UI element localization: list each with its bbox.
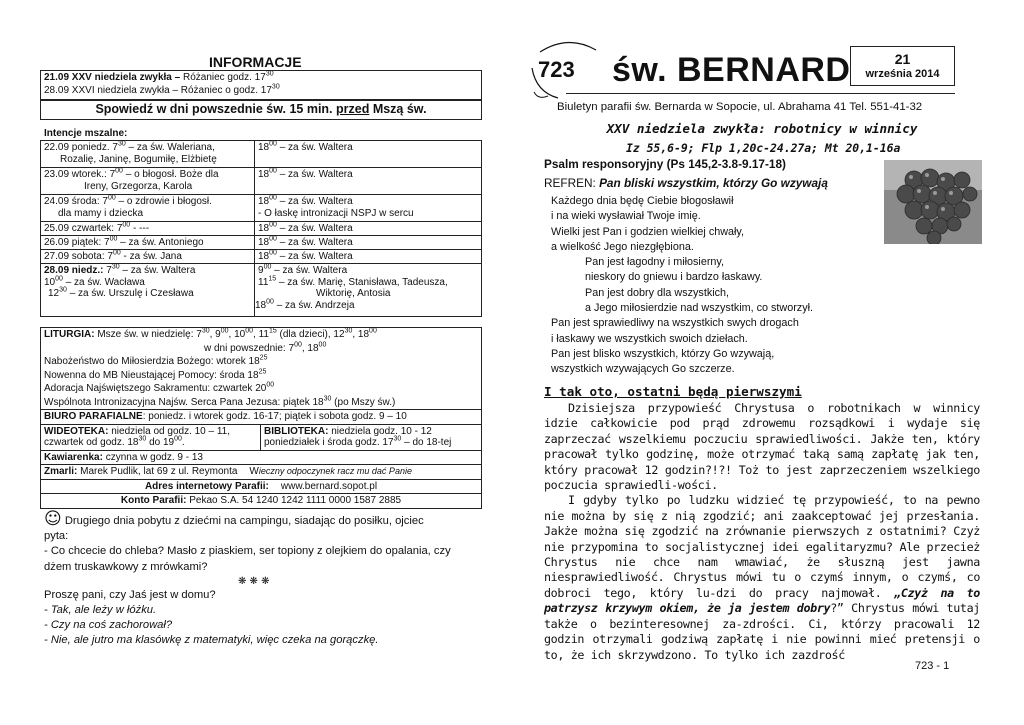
date-month: września 2014	[865, 68, 940, 80]
sunday-line-1: 21.09 XXV niedziela zwykła – Różaniec godz. $17^{30}$	[44, 70, 274, 83]
date-box	[850, 46, 955, 86]
liturgia-weekday: w dni powszednie: $7^{00}$, $18^{00}$	[204, 341, 327, 354]
kawiarenka-line: Kawiarenka: czynna w godz. 9 - 13	[41, 450, 481, 465]
liturgia-line: Wspólnota Intronizacyjna Najśw. Serca Pana Jezusa: piątek $18^{30}$ (po Mszy św.)	[44, 395, 396, 408]
liturgia-box	[40, 327, 482, 509]
liturgia-line: Nabożeństwo do Miłosierdzia Bożego: wtorek $18^{25}$	[44, 354, 268, 367]
date-day: 21	[894, 51, 911, 67]
header-rule	[566, 93, 955, 94]
article-body	[544, 401, 980, 663]
confession-box: Spowiedź w dni powszednie św. 15 min. przed Mszą św.	[40, 100, 482, 120]
refren: REFREN: Pan bliski wszystkim, którzy Go wzywają	[544, 176, 828, 190]
sunday-line-2: 28.09 XXVI niedziela zwykła – Różaniec o godz. $17^{30}$	[44, 83, 280, 96]
table-row: 24.09 środa: $7^{00}$ – o zdrowie i błogosł. dla mamy i dziecka $18^{00}$ – za św. Waltera - O łaskę intronizacji NSPJ w sercu	[41, 195, 481, 222]
bulletin-title: św. BERNARD	[612, 51, 851, 89]
grapes-icon	[884, 160, 982, 244]
intentions-table	[40, 140, 482, 317]
smiley-icon: ☺	[44, 509, 62, 529]
article-paragraph-1: Dzisiejsza przypowieść Chrystusa o robotnikach w winnicy idzie całkowicie pod prąd zdrowemu rozsądkowi i wydaje się zaprzeczać wszelkiemu poczuciu sprawiedliwości. Jakże ten, który pracował tylko godzinę, może otrzymać taką samą zapłatę jak ten, który pracował 12 godzin?!?! Toż to jest zaprzeczeniem wszelkiego poczucia sprawiedli-wości.	[544, 401, 980, 493]
joke-section: ☺ Drugiego dnia pobytu z dziećmi na campingu, siadając do posiłku, ojciec pyta: - Co chcecie do chleba? Masło z piaskiem, ser topiony z olejkiem do opalania, czy dżem truskawkowy z mrówkami? ❋ ❋ ❋ Proszę pani, czy Jaś jest w domu? - Tak, ale leży w łóżku. - Czy na coś zachorował? - Nie, ale jutro ma klasówkę z matematyki, więc czeka na gorączkę.	[44, 512, 486, 649]
issue-number: 723	[538, 57, 575, 82]
table-row: 23.09 wtorek.: $7^{00}$ – o błogosł. Boże dla Ireny, Grzegorza, Karola $18^{00}$ – za św. Waltera	[41, 168, 481, 195]
table-row: 25.09 czwartek: $7^{00}$ - --- $18^{00}$ – za św. Waltera	[41, 222, 481, 236]
psalm-text: Każdego dnia będę Ciebie błogosławił i na wieki wysławiał Twoje imię. Wielki jest Pan i godzien wielkiej chwały, a wielkość Jego niezgłębiona. Pan jest łagodny i miłosierny, nieskory do gniewu i bardzo łaskawy. Pan jest dobry dla wszystkich, a Jego miłosierdzie nad wszystkim, co stworzył. Pan jest sprawiedliwy na wszystkich swych drogach i łaskawy we wszystkich swoich dziełach. Pan jest blisko wszystkich, którzy Go wzywają, wszystkich wzywających Go szczerze.	[551, 195, 814, 376]
sunday-title: XXV niedziela zwykła: robotnicy w winnicy	[606, 121, 918, 136]
biuro-line: BIURO PARAFIALNE: poniedz. i wtorek godz. 16-17; piątek i sobota godz. 9 – 10	[41, 409, 481, 424]
article-paragraph-2: I gdyby tylko po ludzku widzieć tę przypowieść, to na pewno nie można by się z nią zgodzić; ani zaakceptować jej przesłania. Jakże można się zgodzić na zrównanie pierwszych z ostatnimi? Czyż nie przypomina to socjalistycznej idei egalitaryzmu? Ale przecież Chrystus nie chce nam wmawiać, że słuszną jest jawna niesprawiedliwość. Chrystus mówi tu o czymś innym, o czymś, co dobroci tego, który lu-dzi do pracy najmował. „Czyż na to patrzysz krzywym okiem, że ja jestem dobry?” Chrystus mówi tutaj także o bezinteresownej za-zdrości. Ci, którzy pracowali 12 godzin otrzymali godziwą zapłatę i nie powinni mieć pretensji o to, że ich skrzywdzono. To tylko ich zazdrość	[544, 493, 980, 662]
wideo-biblio-row: WIDEOTEKA: niedziela od godz. 10 – 11, czwartek od godz. $18^{30}$ do $19^{00}$. BIBLIOTEKA: niedziela godz. 10 - 12 poniedziałek i środa godz. $17^{30}$ – do 18-tej	[41, 424, 481, 450]
intentions-label: Intencje mszalne:	[44, 128, 128, 139]
page-number: 723 - 1	[915, 660, 950, 672]
star-divider-icon: ❋ ❋ ❋	[238, 575, 270, 587]
info-title: INFORMACJE	[209, 54, 302, 70]
table-row: 26.09 piątek: $7^{00}$ – za św. Antoniego $18^{00}$ – za św. Waltera	[41, 236, 481, 250]
liturgia-line: Adoracja Najświętszego Sakramentu: czwartek $20^{00}$	[44, 381, 275, 394]
psalm-title: Psalm responsoryjny (Ps 145,2-3.8-9.17-18)	[544, 157, 786, 171]
parish-url-link[interactable]: www.bernard.sopot.pl	[280, 480, 378, 492]
table-row: 22.09 poniedz. $7^{30}$ – za św. Waleriana, Rozalię, Janinę, Bogumiłę, Elżbietę $18^{00}$ – za św. Waltera	[41, 141, 481, 168]
article-title: I tak oto, ostatni będą pierwszymi	[544, 384, 802, 399]
table-row-sunday: 28.09 niedz.: $7^{30}$ – za św. Waltera $10^{00}$ – za św. Wacława $12^{30}$ – za św. Urszulę i Czesława $9^{00}$ – za św. Waltera $11^{15}$ – za św. Marię, Stanisława, Tadeusza, Wiktorię, Antosia $18^{00}$ – za św. Andrzeja	[41, 264, 481, 316]
table-row: 27.09 sobota: $7^{00}$ - za św. Jana $18^{00}$ – za św. Waltera	[41, 250, 481, 264]
liturgia-line: LITURGIA: Msze św. w niedzielę: $7^{30}$, $9^{00}$, $10^{00}$, $11^{15}$ (dla dzieci), $12^{30}$, $18^{00}$	[44, 327, 377, 340]
liturgia-line: Nowenna do MB Nieustającej Pomocy: środa $18^{25}$	[44, 368, 267, 381]
konto-line: Konto Parafii: Pekao S.A. 54 1240 1242 1111 0000 1587 2885	[41, 493, 481, 508]
bulletin-subtitle: Biuletyn parafii św. Bernarda w Sopocie, ul. Abrahama 41 Tel. 551-41-32	[557, 101, 923, 113]
sundays-box	[40, 70, 482, 100]
readings: Iz 55,6-9; Flp 1,20c-24.27a; Mt 20,1-16a	[626, 141, 901, 155]
adres-line: Adres internetowy Parafii: www.bernard.sopot.pl	[41, 479, 481, 494]
zmarli-line: Zmarli: Marek Pudlik, lat 69 z ul. Reymonta Wieczny odpoczynek racz mu dać Panie	[41, 464, 481, 479]
